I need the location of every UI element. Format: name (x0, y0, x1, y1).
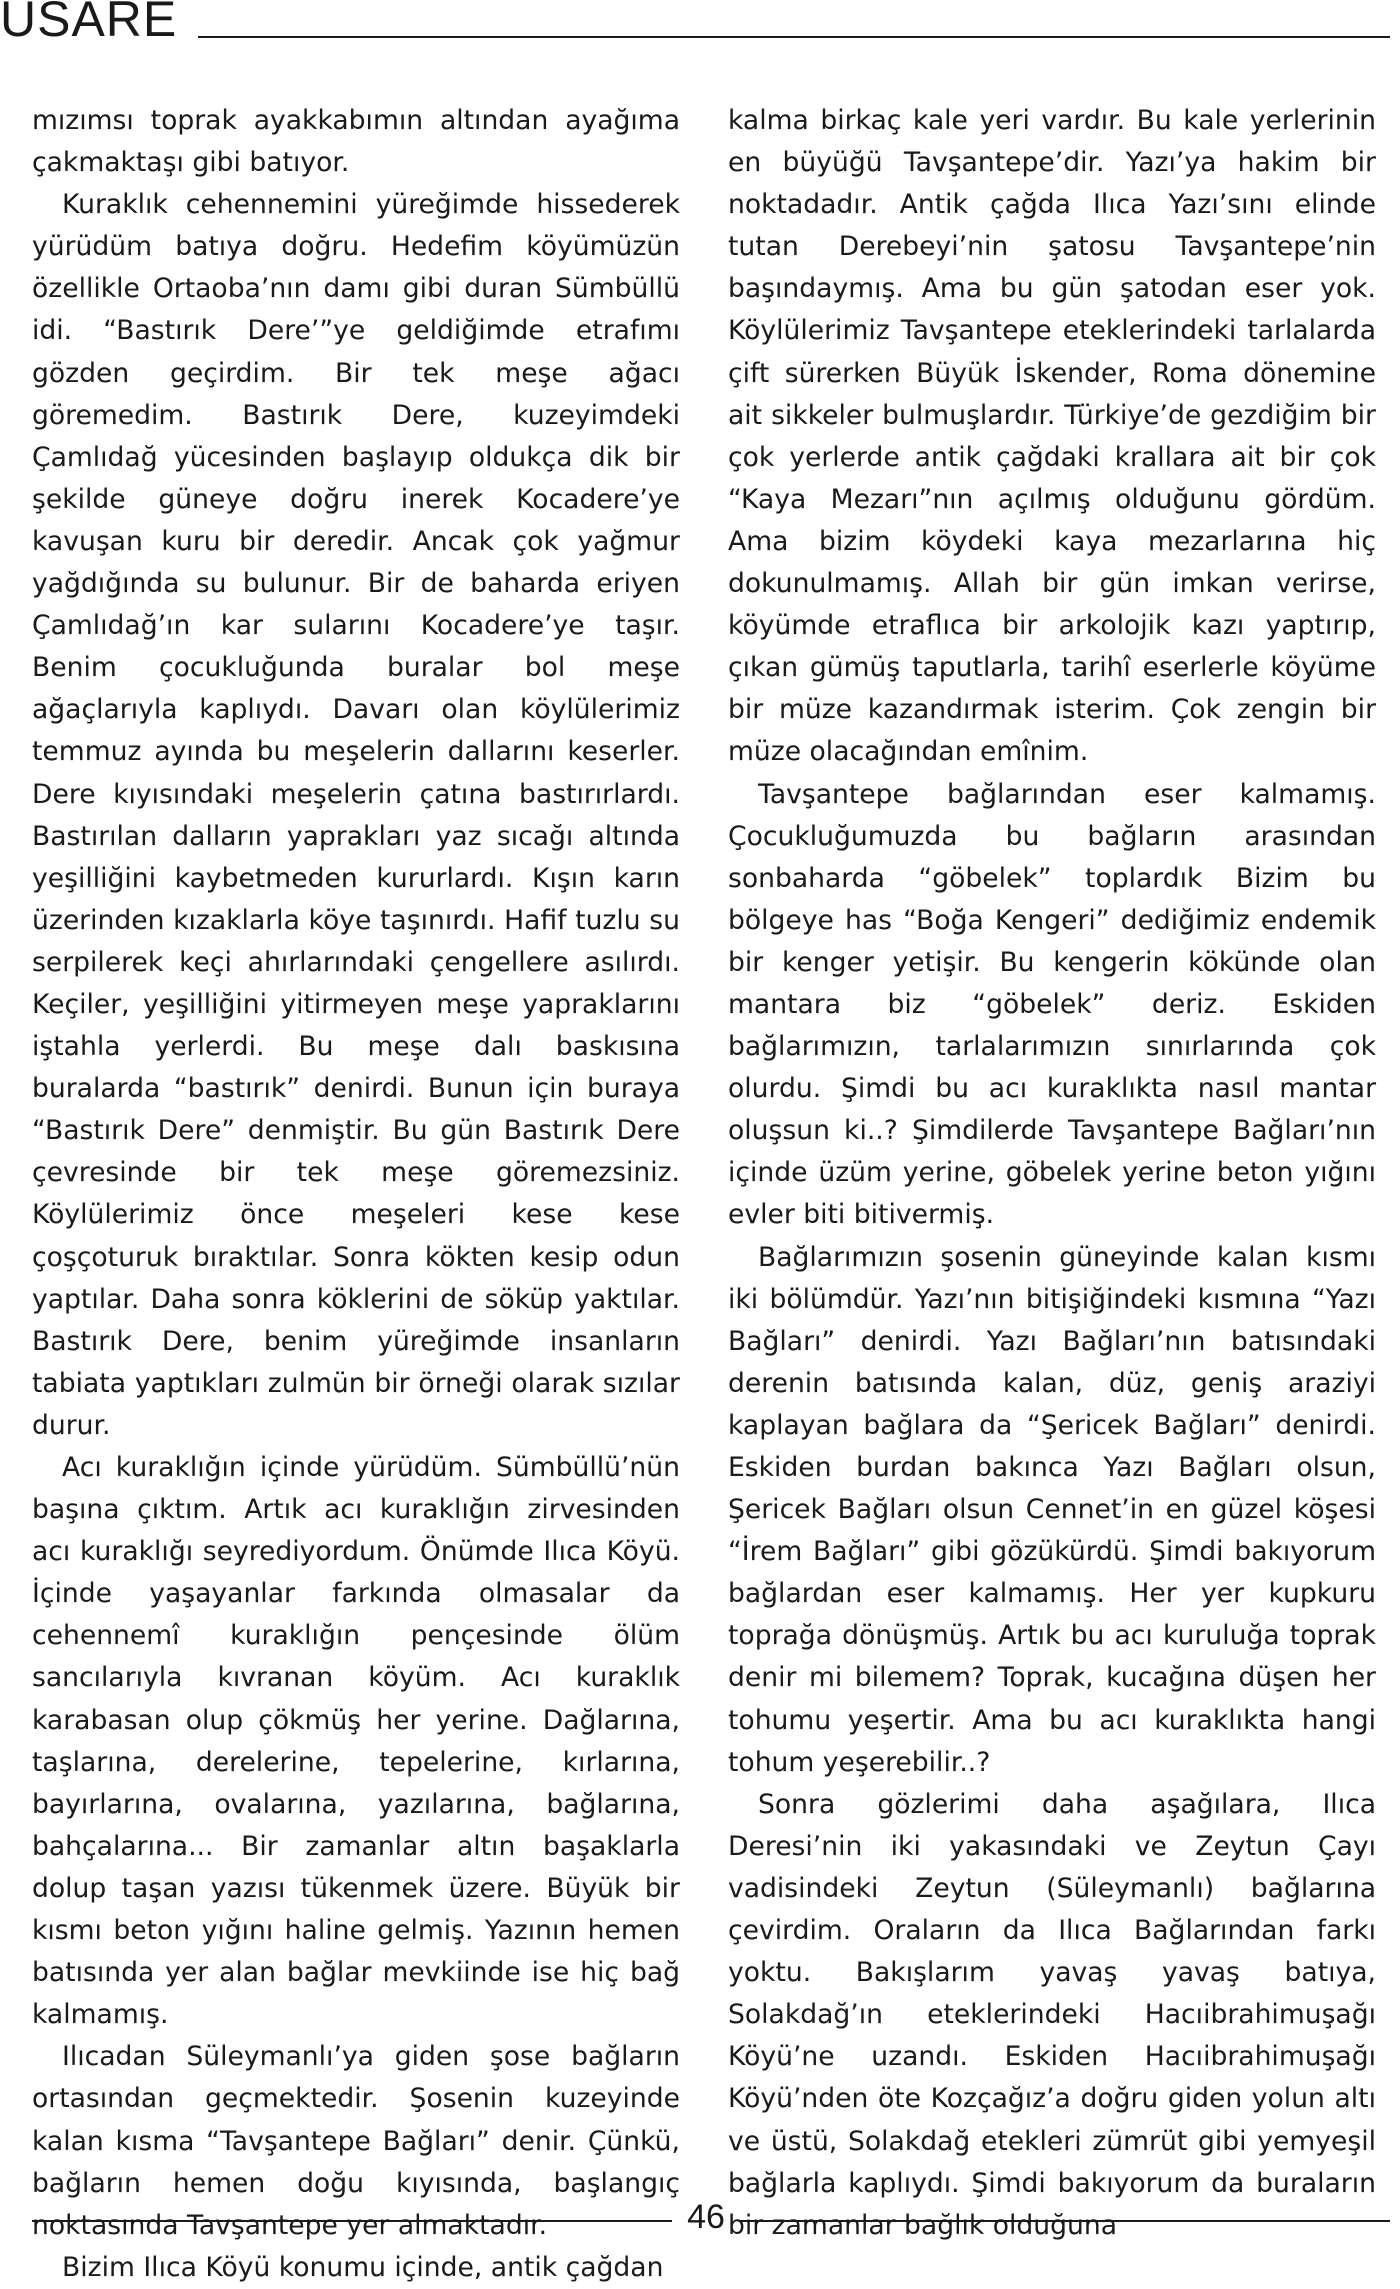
paragraph: mızımsı toprak ayakkabımın altından ayağıma çakmaktaşı gibi batıyor. (32, 105, 680, 179)
page-footer (0, 2192, 1400, 2241)
page-header (0, 0, 1400, 60)
header-rule (198, 36, 1390, 38)
paragraph: Kuraklık cehennemini yüreğimde hissederek yürüdüm batıya doğru. Hedefim köyümüzün özellikle Ortaoba’nın damı gibi duran Sümbüllü idi. “Bastırık Dere’”ye geldiğimde etrafımı gözden geçirdim. Bir tek meşe ağacı göremedim. Bastırık Dere, kuzeyimdeki Çamlıdağ yücesinden başlayıp oldukça dik bir şekilde güneye doğru inerek Kocadere’ye kavuşan kuru bir deredir. Ancak çok yağmur yağdığında su bulunur. Bir de baharda eriyen Çamlıdağ’ın kar sularını Kocadere’ye taşır. Benim çocukluğunda buralar bol meşe ağaçlarıyla kaplıydı. Davarı olan köylülerimiz temmuz ayında bu meşelerin dallarını keserler. Dere kıyısındaki meşelerin çatına bastırırlardı. Bastırılan dalların yaprakları yaz sıcağı altında yeşilliğini kaybetmeden kururlardı. Kışın karın üzerinden kızaklarla köye taşınırdı. Hafif tuzlu su serpilerek keçi ahırlarındaki çengellere asılırdı. Keçiler, yeşilliğini yitirmeyen meşe yapraklarını iştahla yerlerdi. Bu meşe dalı baskısına buralarda “bastırık” denirdi. Bunun için buraya “Bastırık Dere” denmiştir. Bu gün Bastırık Dere çevresinde bir tek meşe göremezsiniz. Köylülerimiz önce meşeleri kese kese çoşçoturuk bıraktılar. Sonra kökten kesip odun yaptılar. Daha sonra köklerini de söküp yaktılar. Bastırık Dere, benim yüreğimde insanların tabiata yaptıkları zulmün bir örneği olarak sızılar durur. (32, 189, 680, 1441)
page-number: 46 (687, 2198, 725, 2236)
left-column (32, 100, 680, 2283)
paragraph: Ilıcadan Süleymanlı’ya giden şose bağların ortasından geçmektedir. Şosenin kuzeyinde kalan kısma “Tavşantepe Bağları” denir. Çünkü, bağların hemen doğu kıyısında, başlangıç noktasında Tavşantepe yer almaktadır. (32, 2041, 680, 2241)
footer-rule-left (32, 2220, 672, 2222)
paragraph: Tavşantepe bağlarından eser kalmamış. Çocukluğumuzda bu bağların arasından sonbaharda “göbelek” toplardık Bizim bu bölgeye has “Boğa Kengeri” dediğimiz endemik bir kenger yetişir. Bu kengerin kökünde olan mantara biz “göbelek” deriz. Eskiden bağlarımızın, tarlalarımızın sınırlarında çok olurdu. Şimdi bu acı kuraklıkta nasıl mantar oluşsun ki..? Şimdilerde Tavşantepe Bağları’nın içinde üzüm yerine, göbelek yerine beton yığını evler biti bitivermiş. (728, 778, 1376, 1231)
paragraph: Bizim Ilıca Köyü konumu içinde, antik çağdan (62, 2251, 664, 2283)
paragraph: kalma birkaç kale yeri vardır. Bu kale yerlerinin en büyüğü Tavşantepe’dir. Yazı’ya hakim bir noktadadır. Antik çağda Ilıca Yazı’sını elinde tutan Derebeyi’nin şatosu Tavşantepe’nin başındaymış. Ama bu gün şatodan eser yok. Köylülerimiz Tavşantepe eteklerindeki tarlalarda çift sürerken Büyük İskender, Roma dönemine ait sikkeler bulmuşlardır. Türkiye’de gezdiğim bir çok yerlerde antik çağdaki krallara ait bir çok “Kaya Mezarı”nın açılmış olduğunu gördüm. Ama bizim köydeki kaya mezarlarına hiç dokunulmamış. Allah bir gün imkan verirse, köyümde etraflıca bir arkolojik kazı yaptırıp, çıkan gümüş taputlarla, tarihî eserlerle köyüme bir müze kazandırmak isterim. Çok zengin bir müze olacağından emînim. (728, 105, 1376, 768)
right-column (728, 100, 1376, 2241)
footer-rule-right (740, 2220, 1390, 2222)
paragraph: Bağlarımızın şosenin güneyinde kalan kısmı iki bölümdür. Yazı’nın bitişiğindeki kısmına “Yazı Bağları” denirdi. Yazı Bağları’nın batısındaki derenin batısında kalan, düz, geniş araziyi kaplayan bağlara da “Şericek Bağları” denirdi. Eskiden burdan bakınca Yazı Bağları olsun, Şericek Bağları olsun Cennet’in en güzel köşesi “İrem Bağları” gibi gözükürdü. Şimdi bakıyorum bağlardan eser kalmamış. Her yer kupkuru toprağa dönüşmüş. Artık bu acı kuruluğa toprak denir mi bilemem? Toprak, kucağına düşen her tohumu yeşertir. Ama bu acı kuraklıkta hangi tohum yeşerebilir..? (728, 1241, 1376, 1778)
paragraph: Sonra gözlerimi daha aşağılara, Ilıca Deresi’nin iki yakasındaki ve Zeytun Çayı vadisindeki Zeytun (Süleymanlı) bağlarına çevirdim. Oraların da Ilıca Bağlarından farkı yoktu. Bakışlarım yavaş yavaş batıya, Solakdağ’ın eteklerindeki Hacıibrahimuşağı Köyü’ne uzandı. Eskiden Hacıibrahimuşağı Köyü’nden öte Kozçağız’a doğru giden yolun altı ve üstü, Solakdağ etekleri zümrüt gibi yemyeşil bağlarla kaplıydı. Şimdi bakıyorum da buraların bir zamanlar bağlık olduğuna (728, 1788, 1376, 2241)
paragraph: Acı kuraklığın içinde yürüdüm. Sümbüllü’nün başına çıktım. Artık acı kuraklığın zirvesinden acı kuraklığı seyrediyordum. Önümde Ilıca Köyü. İçinde yaşayanlar farkında olmasalar da cehennemî kuraklığın pençesinde ölüm sancılarıyla kıvranan köyüm. Acı kuraklık karabasan olup çökmüş her yerine. Dağlarına, taşlarına, derelerine, tepelerine, kırlarına, bayırlarına, ovalarına, yazılarına, bağlarına, bahçalarına... Bir zamanlar altın başaklarla dolup taşan yazısı tükenmek üzere. Büyük bir kısmı beton yığını haline gelmiş. Yazının hemen batısında yer alan bağlar mevkiinde ise hiç bağ kalmamış. (32, 1452, 680, 2031)
running-title: USARE (0, 0, 178, 47)
